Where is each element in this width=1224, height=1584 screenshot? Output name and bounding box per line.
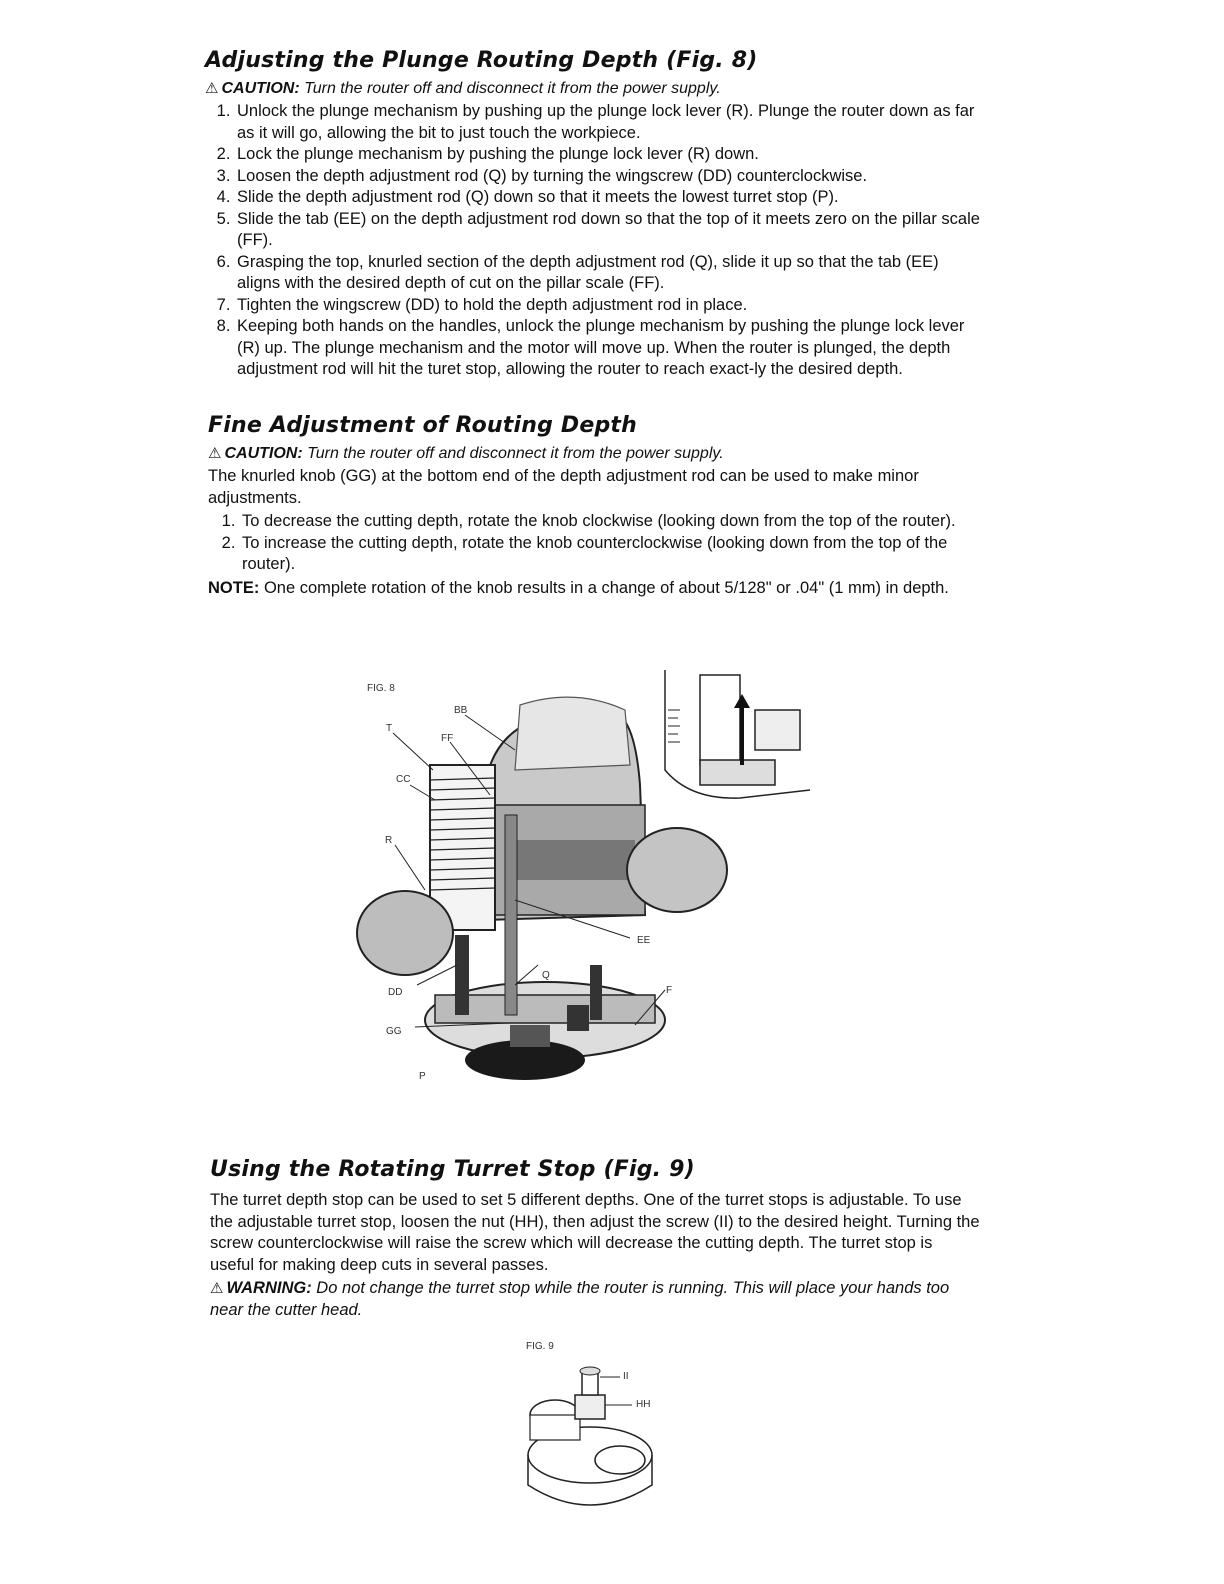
fig9-caption: FIG. 9 <box>526 1341 554 1352</box>
note-paragraph <box>208 578 980 600</box>
steps-list <box>212 511 980 576</box>
label-r: R <box>385 835 393 846</box>
label-ff: FF <box>441 733 454 744</box>
list-item: 1. Unlock the plunge mechanism by pushing up the plunge lock lever (R). Plunge the router down as far as it will go, allowing the bit to just touch the workpiece. <box>235 101 980 144</box>
label-ii: II <box>623 1371 629 1382</box>
label-ee: EE <box>637 935 651 946</box>
caution-label: CAUTION: <box>221 80 300 97</box>
steps-list <box>207 101 980 381</box>
caution-text: Turn the router off and disconnect it from the power supply. <box>304 80 721 97</box>
section-plunge-depth <box>205 48 980 381</box>
section-title: Using the Rotating Turret Stop (Fig. 9) <box>210 1157 695 1182</box>
list-item: 3. Loosen the depth adjustment rod (Q) by turning the wingscrew (DD) counterclockwise. <box>235 166 980 188</box>
section-fine-adjustment <box>208 413 980 599</box>
list-item: 5. Slide the tab (EE) on the depth adjustment rod down so that the top of it meets zero on the pillar scale (FF). <box>235 209 980 252</box>
label-dd: DD <box>388 987 403 998</box>
list-item: 7. Tighten the wingscrew (DD) to hold the depth adjustment rod in place. <box>235 295 980 317</box>
caution-line <box>205 79 980 99</box>
section-title: Adjusting the Plunge Routing Depth (Fig. 8) <box>205 48 758 73</box>
fig8-caption: FIG. 8 <box>367 683 395 694</box>
caution-line <box>208 444 980 464</box>
list-item: 1. To decrease the cutting depth, rotate the knob clockwise (looking down from the top of the router). <box>240 511 980 533</box>
label-p: P <box>419 1071 426 1082</box>
list-item: 8. Keeping both hands on the handles, unlock the plunge mechanism by pushing the plunge lock lever (R) up. The plunge mechanism and the motor will move up. When the router is plunged, the depth adjustment rod will hit the turet stop, allowing the router to reach exact-ly the desired depth. <box>235 316 980 381</box>
caution-label: CAUTION: <box>224 445 303 462</box>
turret-stop-illustration <box>520 1335 700 1525</box>
figure-8-inset <box>660 670 820 810</box>
label-f: F <box>666 985 673 996</box>
note-text: One complete rotation of the knob results in a change of about 5/128" or .04" (1 mm) in depth. <box>263 578 949 597</box>
warning-triangle-icon: ⚠ <box>205 80 219 97</box>
intro-paragraph: The knurled knob (GG) at the bottom end of the depth adjustment rod can be used to make minor adjustments. <box>208 467 919 507</box>
warning-text: Do not change the turret stop while the router is running. This will place your hands too near the cutter head. <box>210 1279 950 1319</box>
body-paragraph: The turret depth stop can be used to set 5 different depths. One of the turret stops is adjustable. To use the adjustable turret stop, loosen the nut (HH), then adjust the screw (II) to the desired height. Turning the screw counterclockwise will raise the screw which will decrease the cutting depth. The turret stop is useful for making deep cuts in several passes. <box>210 1191 980 1274</box>
section-title: Fine Adjustment of Routing Depth <box>208 413 638 438</box>
label-t: T <box>386 723 393 734</box>
section-turret-stop <box>210 1157 980 1321</box>
list-item: 2. Lock the plunge mechanism by pushing the plunge lock lever (R) down. <box>235 144 980 166</box>
label-q: Q <box>542 970 550 981</box>
turret-inset-illustration <box>660 670 820 810</box>
list-item: 2. To increase the cutting depth, rotate the knob counterclockwise (looking down from the top of the router). <box>240 533 980 576</box>
note-label: NOTE: <box>208 578 260 597</box>
label-cc: CC <box>396 774 411 785</box>
warning-triangle-icon: ⚠ <box>208 445 222 462</box>
label-hh: HH <box>636 1399 651 1410</box>
caution-text: Turn the router off and disconnect it from the power supply. <box>307 445 724 462</box>
figure-9 <box>520 1335 700 1525</box>
warning-paragraph <box>210 1278 980 1321</box>
label-bb: BB <box>454 705 468 716</box>
list-item: 4. Slide the depth adjustment rod (Q) down so that it meets the lowest turret stop (P). <box>235 187 980 209</box>
warning-triangle-icon: ⚠ <box>210 1280 224 1297</box>
list-item: 6. Grasping the top, knurled section of the depth adjustment rod (Q), slide it up so that the tab (EE) aligns with the desired depth of cut on the pillar scale (FF). <box>235 252 980 295</box>
label-gg: GG <box>386 1026 402 1037</box>
warning-label: WARNING: <box>226 1279 312 1297</box>
